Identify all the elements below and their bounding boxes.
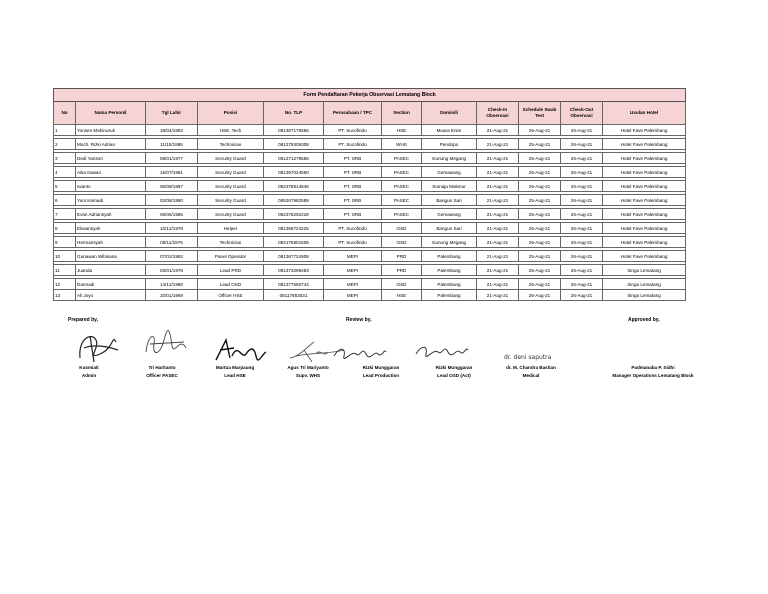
signature-rizki-munggaran-1 bbox=[332, 342, 388, 362]
table-cell: 25-Aug-21 bbox=[519, 209, 561, 220]
table-row bbox=[54, 290, 686, 301]
signature-tri-haritanto bbox=[140, 326, 190, 364]
table-cell: 26-Aug-21 bbox=[561, 195, 603, 206]
table-cell: MEPI bbox=[324, 265, 382, 276]
table-cell: PT. Sucofindo bbox=[324, 139, 382, 150]
table-cell: 21-Aug-21 bbox=[477, 181, 519, 192]
table-cell: HSE bbox=[382, 290, 422, 301]
table-cell: 26-Aug-21 bbox=[561, 209, 603, 220]
column-header: Schedule Swab Test bbox=[519, 102, 561, 125]
signer-name: Agus Tri Mariyanto bbox=[287, 365, 329, 370]
table-cell: Dedi Yansori bbox=[76, 153, 146, 164]
table-cell: 21-Aug-21 bbox=[477, 195, 519, 206]
table-cell: 21-Aug-21 bbox=[477, 139, 519, 150]
table-cell: Singa Lematang bbox=[603, 265, 686, 276]
signer-name: Martua Marpaung bbox=[215, 365, 255, 370]
table-cell: Singa Lematang bbox=[603, 290, 686, 301]
table-cell: PRD bbox=[382, 251, 422, 262]
table-cell: Hotel Fave Palembang bbox=[603, 237, 686, 248]
table-cell: 26-Aug-21 bbox=[561, 237, 603, 248]
table-cell: Palembang bbox=[422, 251, 477, 262]
table-cell: Bangun Sari bbox=[422, 195, 477, 206]
table-cell: 25-Aug-21 bbox=[519, 251, 561, 262]
table-cell: 26-Aug-21 bbox=[561, 279, 603, 290]
table-row bbox=[54, 209, 686, 220]
table-cell: PT. Sucofindo bbox=[324, 125, 382, 136]
table-cell: PT. SRB bbox=[324, 209, 382, 220]
table-cell: 1 bbox=[54, 125, 76, 136]
table-cell: 25-Aug-21 bbox=[519, 139, 561, 150]
header-row bbox=[54, 102, 686, 125]
approved-by-label: Approved by, bbox=[628, 317, 660, 323]
table-cell: 085267982589 bbox=[264, 195, 324, 206]
table-cell: Security Guard bbox=[198, 195, 264, 206]
table-cell: Hotel Fave Palembang bbox=[603, 223, 686, 234]
table-cell: 25-Aug-21 bbox=[519, 195, 561, 206]
table-cell: Hotel Fave Palembang bbox=[603, 139, 686, 150]
table-cell: Gunung Megang bbox=[422, 153, 477, 164]
signer-role: Lead OSD (Act) bbox=[437, 373, 471, 378]
table-cell: 25-Aug-21 bbox=[519, 290, 561, 301]
signature-martua-marpaung bbox=[212, 336, 268, 366]
signature-kusmiati bbox=[72, 328, 122, 366]
table-cell: 081366724225 bbox=[264, 223, 324, 234]
column-header: Check-Out Observasi bbox=[561, 102, 603, 125]
table-cell: 082378292228 bbox=[264, 209, 324, 220]
table-cell: Helper bbox=[198, 223, 264, 234]
signature-rizki-munggaran-2 bbox=[414, 340, 470, 360]
table-cell: OSD bbox=[382, 237, 422, 248]
signer-role: Officer PASEC bbox=[146, 373, 178, 378]
table-cell: 25-Aug-21 bbox=[519, 265, 561, 276]
table-cell: 08/01/1977 bbox=[146, 153, 198, 164]
table-cell: 081373299483 bbox=[264, 265, 324, 276]
table-cell: 21-Aug-21 bbox=[477, 251, 519, 262]
table-cell: Security Guard bbox=[198, 167, 264, 178]
table-cell: 21-Aug-21 bbox=[477, 265, 519, 276]
signer-name: Rizki Munggaran bbox=[362, 365, 400, 370]
table-cell: 25-Aug-21 bbox=[519, 153, 561, 164]
table-row bbox=[54, 125, 686, 136]
table-cell: Yonsen Mahinuruk bbox=[76, 125, 146, 136]
table-cell: 081279309308 bbox=[264, 139, 324, 150]
column-header: Usulan Hotel bbox=[603, 102, 686, 125]
signer-block bbox=[54, 364, 124, 380]
table-cell: OSD bbox=[382, 279, 422, 290]
table-cell: Ali Joyo bbox=[76, 290, 146, 301]
review-by-label: Review by, bbox=[346, 317, 372, 323]
table-cell: 3 bbox=[54, 153, 76, 164]
table-cell: Panel Operator bbox=[198, 251, 264, 262]
signer-block bbox=[273, 364, 343, 380]
signer-name: Padmanaba P. Sidhi bbox=[631, 365, 675, 370]
signer-block bbox=[419, 364, 489, 380]
column-header: Tgl Lahir bbox=[146, 102, 198, 125]
table-cell: 081271279555 bbox=[264, 153, 324, 164]
table-cell: Technician bbox=[198, 237, 264, 248]
table-cell: PASEC bbox=[382, 209, 422, 220]
table-cell: 15/07/1981 bbox=[146, 167, 198, 178]
table-cell: 06/06/1985 bbox=[146, 209, 198, 220]
table-cell: Technician bbox=[198, 139, 264, 150]
table-cell: Darmadi bbox=[76, 279, 146, 290]
table-cell: 25-Aug-21 bbox=[519, 223, 561, 234]
table-cell: Gemawang bbox=[422, 167, 477, 178]
table-cell: Hotel Fave Palembang bbox=[603, 195, 686, 206]
table-cell: Hotel Fave Palembang bbox=[603, 181, 686, 192]
table-cell: Hotel Fave Palembang bbox=[603, 125, 686, 136]
form-title: Form Pendaftaran Pekerja Observasi Lematang Block bbox=[54, 89, 686, 102]
table-cell: 25-Aug-21 bbox=[519, 181, 561, 192]
table-cell: MEPI bbox=[324, 251, 382, 262]
column-header: No bbox=[54, 102, 76, 125]
table-cell: Officer HSE bbox=[198, 290, 264, 301]
table-cell: Hotel Fave Palembang bbox=[603, 167, 686, 178]
table-cell: MEPI bbox=[324, 279, 382, 290]
table-cell: PASEC bbox=[382, 195, 422, 206]
table-row bbox=[54, 251, 686, 262]
table-cell: 09/11/1976 bbox=[146, 237, 198, 248]
table-cell: 12 bbox=[54, 279, 76, 290]
table-cell: 26-Aug-21 bbox=[561, 290, 603, 301]
table-cell: 13 bbox=[54, 290, 76, 301]
table-cell: Palembang bbox=[422, 265, 477, 276]
prepared-by-label: Prepared by, bbox=[68, 317, 98, 323]
table-cell: 26-Aug-21 bbox=[561, 265, 603, 276]
table-cell: 25-Aug-21 bbox=[519, 167, 561, 178]
table-row bbox=[54, 195, 686, 206]
table-cell: Evan Adriansyah bbox=[76, 209, 146, 220]
table-cell: Sumaja Makmur bbox=[422, 181, 477, 192]
table-cell: PT. Sucofindo bbox=[324, 237, 382, 248]
table-cell: 21-Aug-21 bbox=[477, 167, 519, 178]
table-cell: HSE. Tech bbox=[198, 125, 264, 136]
signer-role: Medical bbox=[522, 373, 540, 378]
signer-name: Rizki Munggaran bbox=[435, 365, 473, 370]
table-cell: 25-Aug-21 bbox=[519, 125, 561, 136]
table-cell: PT. SRB bbox=[324, 195, 382, 206]
table-cell: Hotel Fave Palembang bbox=[603, 153, 686, 164]
table-cell: 21-Aug-21 bbox=[477, 290, 519, 301]
table-cell: MEPI bbox=[324, 290, 382, 301]
table-cell: Yuni Karnadi bbox=[76, 195, 146, 206]
table-cell: 14/12/1980 bbox=[146, 279, 198, 290]
signer-role: Manager Operations Lematang Block bbox=[612, 373, 694, 378]
table-cell: PT. SRB bbox=[324, 153, 382, 164]
table-cell: 082378914646 bbox=[264, 181, 324, 192]
table-cell: 21-Aug-21 bbox=[477, 237, 519, 248]
table-cell: PT. SRB bbox=[324, 181, 382, 192]
column-header: Nama Personil bbox=[76, 102, 146, 125]
table-cell: 26-Aug-21 bbox=[561, 251, 603, 262]
column-header: Domisili bbox=[422, 102, 477, 125]
table-row bbox=[54, 167, 686, 178]
table-cell: WHS bbox=[382, 139, 422, 150]
table-cell: Bangun Sari bbox=[422, 223, 477, 234]
table-cell: 2 bbox=[54, 139, 76, 150]
column-header: Check-In Observasi bbox=[477, 102, 519, 125]
table-cell: 10 bbox=[54, 251, 76, 262]
table-cell: Iwanto bbox=[76, 181, 146, 192]
column-header: Perusahaan / TPC bbox=[324, 102, 382, 125]
table-cell: Singa Lematang bbox=[603, 279, 686, 290]
table-cell: Gunawan Wibisana bbox=[76, 251, 146, 262]
table-cell: 9 bbox=[54, 237, 76, 248]
table-row bbox=[54, 237, 686, 248]
table-cell: HSE bbox=[382, 125, 422, 136]
table-cell: PT. SRB bbox=[324, 167, 382, 178]
table-cell: Gunung Megang bbox=[422, 237, 477, 248]
table-cell: 26-Aug-21 bbox=[561, 139, 603, 150]
table-cell: 081367024560 bbox=[264, 167, 324, 178]
table-cell: PRD bbox=[382, 265, 422, 276]
table-cell: PASEC bbox=[382, 181, 422, 192]
table-cell: Lead PRD bbox=[198, 265, 264, 276]
table-cell: Moch. Rizki Adrian bbox=[76, 139, 146, 150]
column-header: No. TLP bbox=[264, 102, 324, 125]
table-cell: Ekwansyah bbox=[76, 223, 146, 234]
table-cell: 25-Aug-21 bbox=[519, 237, 561, 248]
table-cell: 10/12/1978 bbox=[146, 223, 198, 234]
column-header: Section bbox=[382, 102, 422, 125]
table-cell: 11/10/1986 bbox=[146, 139, 198, 150]
table-cell: 10/01/1969 bbox=[146, 290, 198, 301]
table-cell: PASEC bbox=[382, 167, 422, 178]
signer-block bbox=[598, 364, 708, 380]
table-cell: OSD bbox=[382, 223, 422, 234]
table-row bbox=[54, 181, 686, 192]
signer-role: Lead Production bbox=[362, 373, 400, 378]
signer-name: Tri Haritanto bbox=[148, 365, 176, 370]
table-cell: 26-Aug-21 bbox=[561, 125, 603, 136]
table-cell: Security Guard bbox=[198, 153, 264, 164]
table-cell: Pendopo bbox=[422, 139, 477, 150]
title-row bbox=[54, 89, 686, 102]
table-cell: Palembang bbox=[422, 279, 477, 290]
registration-table bbox=[53, 88, 686, 301]
table-cell: 02/08/1980 bbox=[146, 195, 198, 206]
table-cell: 21-Aug-21 bbox=[477, 209, 519, 220]
table-cell: Aika Irawan bbox=[76, 167, 146, 178]
table-cell: PASEC bbox=[382, 153, 422, 164]
table-row bbox=[54, 223, 686, 234]
signer-block bbox=[200, 364, 270, 380]
table-row bbox=[54, 265, 686, 276]
table-cell: 11 bbox=[54, 265, 76, 276]
table-cell: 081367724908 bbox=[264, 251, 324, 262]
table-cell: 5 bbox=[54, 181, 76, 192]
signer-block bbox=[127, 364, 197, 380]
signer-name: dr. M. Chandra Bastian bbox=[506, 365, 556, 370]
table-cell: Palembang bbox=[422, 290, 477, 301]
table-cell: Gemawang bbox=[422, 209, 477, 220]
column-header: Posisi bbox=[198, 102, 264, 125]
table-cell: 8 bbox=[54, 223, 76, 234]
table-cell: Muara Enim bbox=[422, 125, 477, 136]
table-cell: Lead OSD bbox=[198, 279, 264, 290]
table-cell: 21-Aug-21 bbox=[477, 223, 519, 234]
signer-name: Kusmiati bbox=[79, 365, 99, 370]
table-cell: 08117853031 bbox=[264, 290, 324, 301]
table-row bbox=[54, 139, 686, 150]
table-cell: 082175801505 bbox=[264, 237, 324, 248]
table-cell: Hotel Fave Palembang bbox=[603, 251, 686, 262]
table-cell: Juanda bbox=[76, 265, 146, 276]
table-cell: 26-Aug-21 bbox=[561, 181, 603, 192]
table-cell: 21-Aug-21 bbox=[477, 279, 519, 290]
table-cell: Security Guard bbox=[198, 209, 264, 220]
table-cell: 21-Aug-21 bbox=[477, 153, 519, 164]
table-row bbox=[54, 153, 686, 164]
table-cell: 6 bbox=[54, 195, 76, 206]
table-cell: 03/01/1978 bbox=[146, 265, 198, 276]
signer-block bbox=[496, 364, 566, 380]
table-cell: 26-Aug-21 bbox=[561, 223, 603, 234]
table-cell: 21-Aug-21 bbox=[477, 125, 519, 136]
table-cell: Security Guard bbox=[198, 181, 264, 192]
table-cell: 07/02/1982 bbox=[146, 251, 198, 262]
table-cell: 7 bbox=[54, 209, 76, 220]
doctor-name-stamp: dr. deni saputra bbox=[504, 354, 552, 361]
table-cell: 081377550742 bbox=[264, 279, 324, 290]
table-row bbox=[54, 279, 686, 290]
signer-role: Lead HSE bbox=[224, 373, 246, 378]
table-cell: Hotel Fave Palembang bbox=[603, 209, 686, 220]
signer-role: Admin bbox=[81, 373, 97, 378]
table-cell: PT. Sucofindo bbox=[324, 223, 382, 234]
table-cell: 18/04/1982 bbox=[146, 125, 198, 136]
table-cell: 26-Aug-21 bbox=[561, 167, 603, 178]
table-cell: 4 bbox=[54, 167, 76, 178]
table-cell: 081367176565 bbox=[264, 125, 324, 136]
table-cell: 25-Aug-21 bbox=[519, 279, 561, 290]
table-cell: Hermansyah bbox=[76, 237, 146, 248]
table-cell: 06/09/1987 bbox=[146, 181, 198, 192]
signer-block bbox=[346, 364, 416, 380]
signer-role: Supv. WHS bbox=[295, 373, 321, 378]
table-cell: 26-Aug-21 bbox=[561, 153, 603, 164]
